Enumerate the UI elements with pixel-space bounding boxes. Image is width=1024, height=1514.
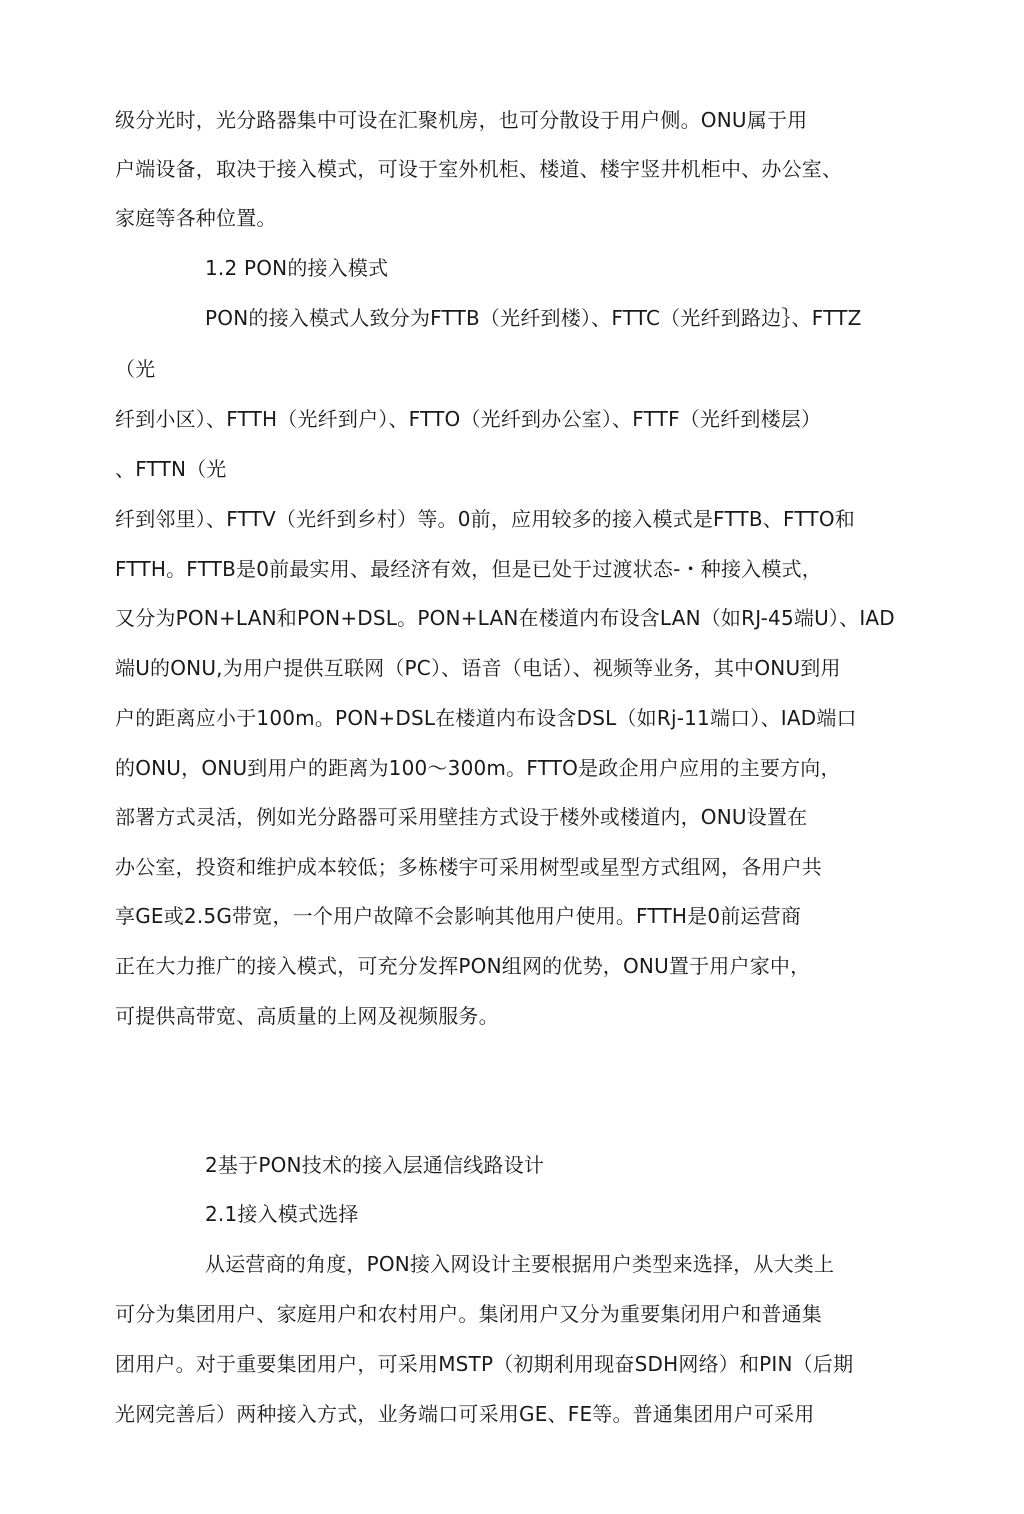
text-line-10: FTTH。FTTB是0前最实用、最经济有效，但是已处于过渡状态-・种接入模式， <box>115 557 822 581</box>
text-line-19: 可提供高带宽、高质量的上网及视频服务。 <box>115 1004 499 1028</box>
text-line-17: 享GE或2.5G带宽，一个用户故障不会影响其他用户使用。FTTH是0前运营商 <box>115 904 802 928</box>
section-heading-2-1: 2.1接入模式选择 <box>205 1202 359 1226</box>
text-line-24: 团用户。对于重要集团用户，可采用MSTP（初期利用现奋SDH网络）和PIN（后期 <box>115 1352 854 1376</box>
text-line-13: 户的距离应小于100m。PON+DSL在楼道内布设含DSL（如Rj-11端口）、IAD端口 <box>115 706 857 730</box>
text-line-3: 家庭等各种位置。 <box>115 206 277 230</box>
text-line-11: 又分为PON+LAN和PON+DSL。PON+LAN在楼道内布设含LAN（如RJ-45端U）、IAD <box>115 606 895 630</box>
text-line-12: 端U的ONU,为用户提供互联网（PC）、语音（电话）、视频等业务，其中ONU到用 <box>115 656 841 680</box>
text-line-25: 光网完善后）两种接入方式，业务端口可采用GE、FE等。普通集团用户可采用 <box>115 1402 815 1426</box>
text-line-23: 可分为集团用户、家庭用户和农村用户。集闭用户又分为重要集闭用户和普通集 <box>115 1302 822 1326</box>
section-heading-2: 2基于PON技术的接入层通信线路设计 <box>205 1153 545 1177</box>
text-line-1: 级分光时，光分路器集中可设在汇聚机房，也可分散设于用户侧。ONU属于用 <box>115 108 808 132</box>
text-line-7: 纤到小区）、FTTH（光纤到户）、FTTO（光纤到办公室）、FTTF（光纤到楼层） <box>115 407 822 431</box>
text-line-9: 纤到邻里）、FTTV（光纤到乡村）等。0前，应用较多的接入模式是FTTB、FTTO和 <box>115 507 855 531</box>
section-heading-1-2: 1.2 PON的接入模式 <box>205 256 389 280</box>
text-line-8: 、FTTN（光 <box>115 457 227 481</box>
text-line-18: 正在大力推广的接入模式，可充分发挥PON组网的优势，ONU置于用户家中， <box>115 954 811 978</box>
text-line-22: 从运营商的角度，PON接入网设计主要根据用户类型来选择，从大类上 <box>205 1252 835 1276</box>
text-line-14: 的ONU，ONU到用户的距离为100～300m。FTTO是政企用户应用的主要方向， <box>115 756 841 780</box>
text-line-6: （光 <box>115 357 156 381</box>
text-line-15: 部署方式灵活，例如光分路器可采用壁挂方式设于楼外或楼道内，ONU设置在 <box>115 805 808 829</box>
text-line-16: 办公室，投资和维护成本较低；多栋楼宇可采用树型或星型方式组网，各用户共 <box>115 855 822 879</box>
text-line-5: PON的接入模式人致分为FTTB（光纤到楼）、FTTC（光纤到路边｝、FTTZ <box>205 306 862 330</box>
text-line-2: 户端设备，取决于接入模式，可设于室外机柜、楼道、楼宇竖井机柜中、办公室、 <box>115 157 843 181</box>
